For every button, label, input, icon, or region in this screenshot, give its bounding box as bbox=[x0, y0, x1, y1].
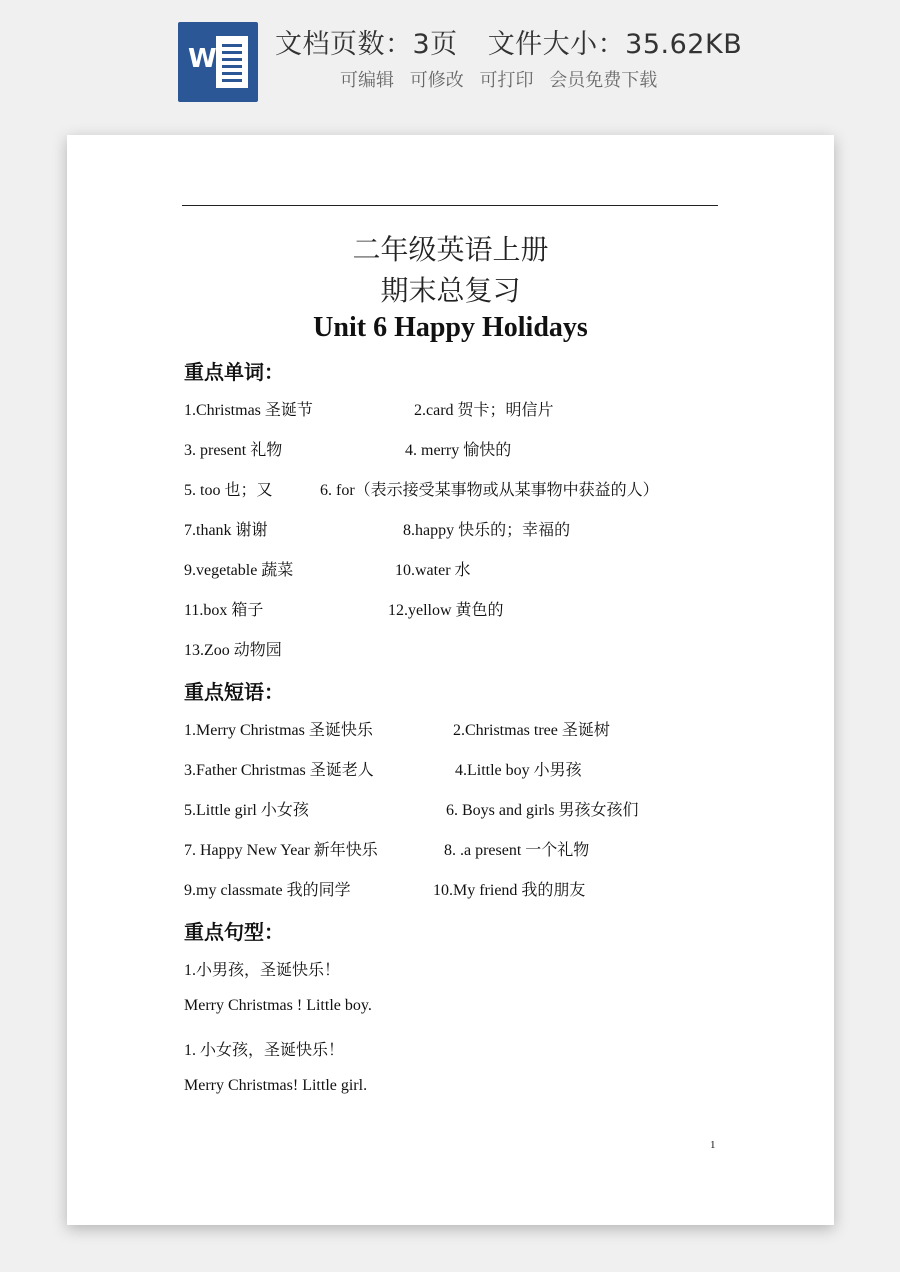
document-page bbox=[67, 135, 834, 1225]
sentence-line: 1. 小女孩，圣诞快乐！ bbox=[184, 1042, 345, 1059]
vocab-item: 9.vegetable 蔬菜 bbox=[184, 562, 294, 579]
phrase-item: 2.Christmas tree 圣诞树 bbox=[453, 722, 610, 739]
vocab-item: 10.water 水 bbox=[395, 562, 471, 579]
vocab-row bbox=[184, 597, 504, 621]
vocab-item: 5. too 也；又 bbox=[184, 482, 273, 499]
phrase-item: 8. .a present 一个礼物 bbox=[444, 842, 590, 859]
word-document-icon: W bbox=[178, 22, 258, 102]
section-heading-words: 重点单词： bbox=[184, 360, 284, 384]
vocab-item: 3. present 礼物 bbox=[184, 442, 283, 459]
sentence-line: Merry Christmas ! Little boy. bbox=[184, 997, 372, 1014]
unit-title: Unit 6 Happy Holidays bbox=[313, 312, 588, 343]
phrase-item: 9.my classmate 我的同学 bbox=[184, 882, 351, 899]
file-size: 文件大小：35.62KB bbox=[487, 29, 743, 60]
feature-modifiable: 可修改 bbox=[409, 70, 464, 91]
vocab-row bbox=[184, 637, 282, 661]
section-heading-phrases: 重点短语： bbox=[184, 680, 284, 704]
vocab-row bbox=[184, 437, 512, 461]
vocab-row bbox=[184, 557, 471, 581]
phrase-row bbox=[184, 757, 582, 781]
page-number: 1 bbox=[710, 1139, 716, 1151]
feature-member-download[interactable]: 会员免费下载 bbox=[549, 70, 658, 91]
doc-title: 二年级英语上册 bbox=[352, 233, 549, 266]
phrase-row bbox=[184, 797, 639, 821]
sentence-line: Merry Christmas! Little girl. bbox=[184, 1077, 368, 1094]
phrase-item: 5.Little girl 小女孩 bbox=[184, 802, 309, 819]
vocab-item: 7.thank 谢谢 bbox=[184, 522, 268, 539]
vocab-item: 2.card 贺卡；明信片 bbox=[414, 402, 554, 419]
vocab-row bbox=[184, 477, 659, 501]
vocab-item: 6. for（表示接受某事物或从某事物中获益的人） bbox=[320, 482, 659, 499]
feature-editable: 可编辑 bbox=[340, 70, 394, 91]
phrase-row bbox=[184, 877, 586, 901]
vocab-item: 1.Christmas 圣诞节 bbox=[184, 402, 313, 419]
doc-subtitle: 期末总复习 bbox=[380, 274, 521, 307]
vocab-item: 11.box 箱子 bbox=[184, 602, 264, 619]
phrase-row bbox=[184, 717, 610, 741]
vocab-row bbox=[184, 397, 554, 421]
phrase-item: 7. Happy New Year 新年快乐 bbox=[184, 842, 378, 859]
feature-printable: 可打印 bbox=[479, 70, 534, 91]
sentence-line: 1.小男孩，圣诞快乐！ bbox=[184, 962, 341, 979]
vocab-row bbox=[184, 517, 571, 541]
header bbox=[0, 0, 900, 120]
feature-list bbox=[340, 66, 667, 92]
phrase-item: 6. Boys and girls 男孩女孩们 bbox=[446, 802, 639, 819]
section-heading-sentences: 重点句型： bbox=[184, 920, 284, 944]
phrase-item: 10.My friend 我的朋友 bbox=[433, 882, 586, 899]
vocab-item: 4. merry 愉快的 bbox=[405, 442, 512, 459]
vocab-item: 12.yellow 黄色的 bbox=[388, 602, 504, 619]
page-count: 文档页数：3页 bbox=[275, 29, 458, 60]
phrase-item: 4.Little boy 小男孩 bbox=[455, 762, 582, 779]
doc-meta bbox=[275, 22, 742, 61]
vocab-item: 8.happy 快乐的；幸福的 bbox=[403, 522, 571, 539]
phrase-item: 3.Father Christmas 圣诞老人 bbox=[184, 762, 374, 779]
vocab-item: 13.Zoo 动物园 bbox=[184, 642, 282, 659]
phrase-row bbox=[184, 837, 590, 861]
phrase-item: 1.Merry Christmas 圣诞快乐 bbox=[184, 722, 373, 739]
header-rule bbox=[182, 205, 718, 206]
